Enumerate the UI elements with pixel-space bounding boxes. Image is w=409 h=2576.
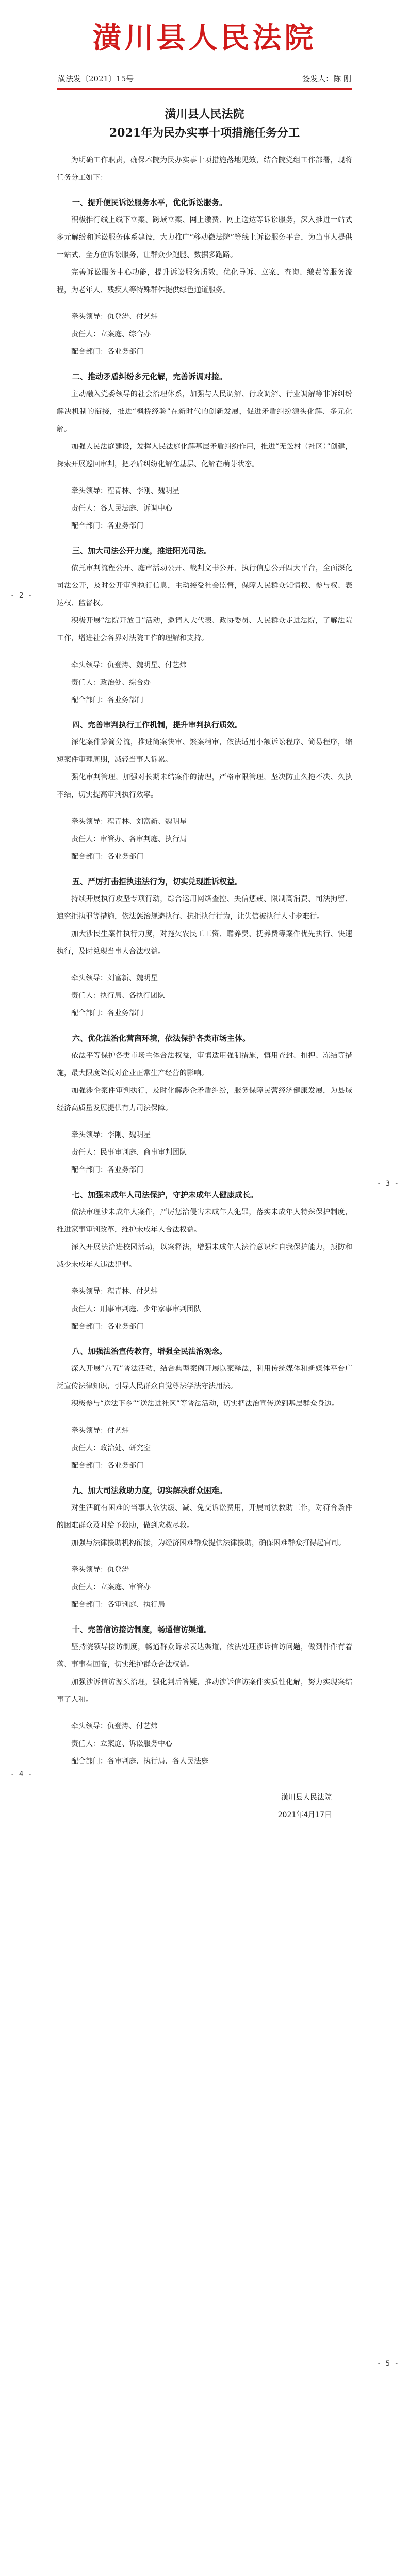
- section-paragraph: 主动融入党委领导的社会治理体系，加强与人民调解、行政调解、行业调解等非诉纠纷解决机制的衔接，推进“枫桥经验”在新时代的创新发展，促进矛盾纠纷源头化解、多元化解。: [57, 390, 352, 433]
- page-number: - 5 -: [377, 2360, 399, 2368]
- section-paragraph: 加强与法律援助机构衔接，为经济困难群众提供法律援助，确保困难群众打得起官司。: [71, 1539, 346, 1547]
- section-coop: 配合部门：各业务部门: [71, 1009, 143, 1018]
- section-paragraph: 依法审理涉未成年人案件，严厉惩治侵害未成年人犯罪，落实未成年人特殊保护制度，推进家事审判改革，维护未成年人合法权益。: [57, 1208, 352, 1234]
- page-number: - 3 -: [377, 1180, 399, 1188]
- section-title: 七、加强未成年人司法保护，守护未成年人健康成长。: [72, 1190, 258, 1199]
- signature-date: 2021年4月17日: [277, 1811, 332, 1819]
- section-paragraph: 加大涉民生案件执行力度，对拖欠农民工工资、赡养费、抚养费等案件优先执行、快速执行，及时兑现当事人合法权益。: [57, 930, 352, 956]
- section-title: 六、优化法治化营商环境，依法保护各类市场主体。: [72, 1033, 251, 1043]
- section-paragraph: 深入开展“八五”普法活动，结合典型案例开展以案释法，利用传统媒体和新媒体平台广泛宣传法律知识，引导人民群众自觉尊法学法守法用法。: [57, 1365, 352, 1391]
- section-responsible: 责任人：审管办、各审判庭、执行局: [71, 835, 187, 843]
- doc-number: 潢法发〔2021〕15号: [58, 74, 134, 83]
- document-number-line: [57, 73, 352, 88]
- section-title: 十、完善信访接访制度，畅通信访渠道。: [72, 1625, 212, 1634]
- page-number: - 4 -: [10, 1770, 32, 1778]
- section-paragraph: 积极参与“送法下乡”“送法进社区”等普法活动，切实把法治宣传送到基层群众身边。: [71, 1400, 339, 1408]
- section-responsible: 责任人：立案庭、诉讼服务中心: [71, 1740, 172, 1748]
- section-responsible: 责任人：民事审判庭、商事审判团队: [71, 1148, 187, 1157]
- section-coop: 配合部门：各业务部门: [71, 348, 143, 356]
- section-paragraph: 对生活确有困难的当事人依法缓、减、免交诉讼费用，开展司法救助工作，对符合条件的困难群众及时给予救助，做到应救尽救。: [57, 1504, 352, 1530]
- section-responsible: 责任人：执行局、各执行团队: [71, 992, 165, 1000]
- section-coop: 配合部门：各业务部门: [71, 522, 143, 530]
- section-paragraph: 加强人民法庭建设，发挥人民法庭化解基层矛盾纠纷作用，推进“无讼村（社区）”创建，探索开展巡回审判，把矛盾纠纷化解在基层、化解在萌芽状态。: [57, 443, 352, 468]
- section-coop: 配合部门：各业务部门: [71, 1462, 143, 1470]
- section-coop: 配合部门：各业务部门: [71, 696, 143, 704]
- section-lead: 牵头领导：李刚、魏明星: [71, 1131, 151, 1139]
- section-lead: 牵头领导：程青林、刘富新、魏明星: [71, 818, 187, 826]
- section-lead: 牵头领导：仇登涛、付艺炜: [71, 313, 158, 321]
- title-line-2: 2021年为民办实事十项措施任务分工: [109, 126, 300, 140]
- section-responsible: 责任人：政治处、研究室: [71, 1444, 151, 1452]
- section-coop: 配合部门：各业务部门: [71, 1323, 143, 1331]
- section-paragraph: 完善诉讼服务中心功能，提升诉讼服务质效，优化导诉、立案、查询、缴费等服务流程，为老年人、残疾人等特殊群体提供绿色通道服务。: [57, 268, 352, 294]
- section-responsible: 责任人：立案庭、综合办: [71, 330, 151, 338]
- section-title: 三、加大司法公开力度，推进阳光司法。: [72, 546, 212, 555]
- section-title: 四、完善审判执行工作机制，提升审判执行质效。: [72, 720, 243, 730]
- section-coop: 配合部门：各审判庭、执行局: [71, 1601, 165, 1609]
- section-paragraph: 坚持院领导接访制度，畅通群众诉求表达渠道，依法处理涉诉信访问题，做到件件有着落、事事有回音，切实维护群众合法权益。: [57, 1643, 352, 1669]
- section-responsible: 责任人：政治处、综合办: [71, 679, 151, 687]
- section-title: 一、提升便民诉讼服务水平，优化诉讼服务。: [72, 198, 227, 207]
- signature-org: 潢川县人民法院: [281, 1793, 332, 1802]
- section-lead: 牵头领导：程青林、付艺炜: [71, 1287, 158, 1296]
- section-paragraph: 依托审判流程公开、庭审活动公开、裁判文书公开、执行信息公开四大平台，全面深化司法公开，及时公开审判执行信息，主动接受社会监督，保障人民群众知情权、参与权、表达权、监督权。: [57, 564, 352, 607]
- section-lead: 牵头领导：程青林、李刚、魏明星: [71, 487, 179, 495]
- section-paragraph: 强化审判管理，加强对长期未结案件的清理，严格审限管理，坚决防止久拖不决、久执不结，切实提高审判执行效率。: [57, 773, 352, 799]
- section-lead: 牵头领导：刘富新、魏明星: [71, 974, 158, 982]
- section-coop: 配合部门：各业务部门: [71, 1166, 143, 1174]
- section-lead: 牵头领导：付艺炜: [71, 1427, 129, 1435]
- section-lead: 牵头领导：仇登涛: [71, 1566, 129, 1574]
- document-title: [57, 105, 352, 142]
- section-title: 八、加强法治宣传教育，增强全民法治观念。: [72, 1347, 227, 1356]
- page-number: - 2 -: [10, 591, 32, 600]
- section-paragraph: 加强涉企案件审判执行，及时化解涉企矛盾纠纷，服务保障民营经济健康发展，为县域经济高质量发展提供有力司法保障。: [57, 1087, 352, 1112]
- section-responsible: 责任人：刑事审判庭、少年家事审判团队: [71, 1305, 201, 1313]
- section-paragraph: 加强涉诉信访源头治理，强化判后答疑，推动涉诉信访案件实质性化解，努力实现案结事了人和。: [57, 1678, 352, 1704]
- section-title: 九、加大司法救助力度，切实解决群众困难。: [72, 1486, 227, 1495]
- section-responsible: 责任人：立案庭、审管办: [71, 1583, 151, 1591]
- section-coop: 配合部门：各审判庭、执行局、各人民法庭: [71, 1757, 208, 1766]
- section-paragraph: 持续开展执行攻坚专项行动，综合运用网络查控、失信惩戒、限制高消费、司法拘留、追究拒执罪等措施，依法惩治规避执行、抗拒执行行为，让失信被执行人寸步难行。: [57, 895, 352, 921]
- section-paragraph: 积极开展“法院开放日”活动，邀请人大代表、政协委员、人民群众走进法院，了解法院工作，增进社会各界对法院工作的理解和支持。: [57, 617, 352, 642]
- section-title: 二、推动矛盾纠纷多元化解，完善诉调对接。: [72, 372, 227, 381]
- section-title: 五、严厉打击拒执违法行为，切实兑现胜诉权益。: [72, 877, 243, 886]
- section-coop: 配合部门：各业务部门: [71, 853, 143, 861]
- intro-paragraph: 为明确工作职责，确保本院为民办实事十项措施落地见效，结合院党组工作部署，现将任务分工如下：: [57, 156, 352, 182]
- red-divider: [57, 88, 352, 90]
- title-line-1: 潢川县人民法院: [165, 108, 244, 121]
- signer: 签发人：陈 刚: [302, 74, 351, 83]
- section-paragraph: 深化案件繁简分流，推进简案快审、繁案精审，依法适用小额诉讼程序、简易程序，缩短案件审理周期，减轻当事人诉累。: [57, 738, 352, 764]
- section-responsible: 责任人：各人民法庭、诉调中心: [71, 504, 172, 513]
- section-paragraph: 积极推行线上线下立案、跨域立案、网上缴费、网上送达等诉讼服务，深入推进一站式多元解纷和诉讼服务体系建设，大力推广“移动微法院”等线上诉讼服务平台，为当事人提供一站式、全方位诉讼服务，让群众少跑腿、数据多跑路。: [57, 216, 352, 259]
- section-lead: 牵头领导：仇登涛、付艺炜: [71, 1722, 158, 1731]
- section-paragraph: 依法平等保护各类市场主体合法权益，审慎适用强制措施，慎用查封、扣押、冻结等措施，最大限度降低对企业正常生产经营的影响。: [57, 1052, 352, 1077]
- court-header-title: 潢川县人民法院: [92, 21, 317, 55]
- sections-container: [57, 194, 352, 1770]
- section-lead: 牵头领导：仇登涛、魏明星、付艺炜: [71, 661, 187, 669]
- section-paragraph: 深入开展法治进校园活动，以案释法，增强未成年人法治意识和自我保护能力，预防和减少未成年人违法犯罪。: [57, 1243, 352, 1269]
